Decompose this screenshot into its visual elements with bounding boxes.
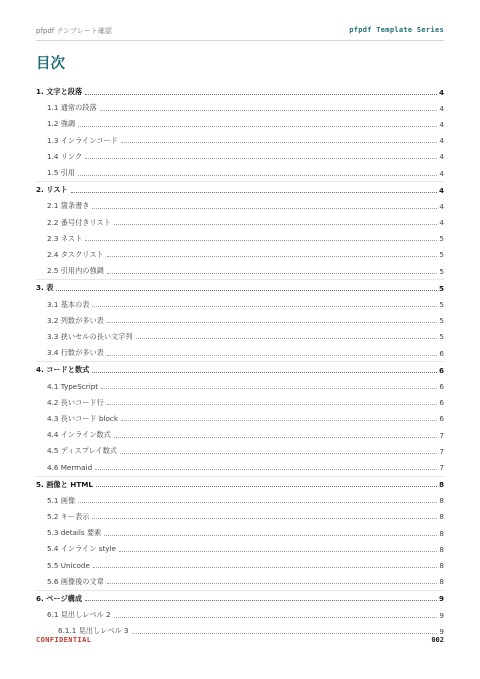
confidential-label: CONFIDENTIAL (36, 636, 92, 644)
toc-dot-leader (107, 355, 438, 356)
page-header (36, 26, 444, 41)
toc-entry[interactable] (36, 557, 444, 573)
toc-entry-page: 8 (439, 496, 444, 506)
toc-entry-page: 9 (439, 626, 444, 636)
toc-entry-label: 5.6 画像後の文章 (47, 576, 104, 586)
toc-entry-page: 4 (438, 185, 444, 195)
toc-entry-page: 8 (439, 544, 444, 554)
toc-dot-leader (85, 158, 437, 159)
toc-entry[interactable] (36, 476, 444, 493)
toc-entry[interactable] (36, 493, 444, 509)
toc-dot-leader (85, 240, 437, 241)
toc-entry-label: 5.1 画像 (47, 495, 76, 505)
toc-entry-label: 4.2 長いコード行 (47, 397, 104, 407)
toc-dot-leader (78, 502, 437, 503)
toc-dot-leader (92, 208, 437, 209)
toc-entry-label: 5.2 キー表示 (47, 511, 90, 521)
toc-entry-page: 5 (439, 332, 444, 342)
toc-entry-page: 4 (439, 136, 444, 146)
toc-entry[interactable] (36, 411, 444, 427)
toc-entry-label: 4.5 ディスプレイ数式 (47, 446, 117, 456)
header-doc-title: pfpdf テンプレート確認 (36, 27, 112, 35)
toc-dot-leader (101, 388, 437, 389)
toc-entry[interactable] (36, 427, 444, 443)
toc-entry-label: 1.5 引用 (47, 168, 76, 178)
toc-entry[interactable] (36, 590, 444, 607)
toc-entry[interactable] (36, 116, 444, 132)
toc-dot-leader (95, 469, 437, 470)
toc-dot-leader (78, 175, 437, 176)
toc-entry-label: 2.3 ネスト (47, 233, 83, 243)
toc-entry[interactable] (36, 149, 444, 165)
toc-dot-leader (107, 404, 438, 405)
toc-entry-page: 5 (439, 300, 444, 310)
toc-entry[interactable] (36, 231, 444, 247)
toc-dot-leader (85, 600, 437, 601)
toc-entry-label: 6. ページ構成 (36, 593, 83, 603)
toc-entry[interactable] (36, 525, 444, 541)
toc-entry-page: 4 (439, 201, 444, 211)
toc-dot-leader (78, 126, 437, 127)
toc-entry[interactable] (36, 443, 444, 459)
toc-entry-page: 9 (439, 610, 444, 620)
toc-entry[interactable] (36, 84, 444, 100)
toc-dot-leader (71, 192, 437, 193)
toc-entry[interactable] (36, 361, 444, 378)
toc-entry-page: 5 (438, 283, 444, 293)
toc-entry-label: 5. 画像と HTML (36, 479, 93, 489)
toc-entry-label: 5.4 インライン style (47, 544, 116, 554)
toc-entry-label: 6.1 見出しレベル 2 (47, 610, 111, 620)
toc-entry-page: 8 (439, 577, 444, 587)
toc-entry[interactable] (36, 181, 444, 198)
toc-dot-leader (96, 486, 437, 487)
toc-entry-page: 4 (439, 119, 444, 129)
toc-entry[interactable] (36, 574, 444, 590)
toc-entry[interactable] (36, 329, 444, 345)
toc-entry[interactable] (36, 395, 444, 411)
toc-entry-page: 6 (438, 365, 444, 375)
toc-entry[interactable] (36, 198, 444, 214)
toc-entry[interactable] (36, 607, 444, 623)
toc-entry-page: 9 (438, 594, 444, 604)
toc-entry[interactable] (36, 279, 444, 296)
toc-entry-page: 6 (439, 348, 444, 358)
toc-entry-page: 4 (439, 152, 444, 162)
toc-entry-page: 8 (439, 528, 444, 538)
toc-dot-leader (121, 420, 437, 421)
table-of-contents (36, 84, 444, 639)
toc-entry-label: 5.5 Unicode (47, 561, 90, 571)
toc-entry-page: 7 (439, 446, 444, 456)
toc-entry-page: 5 (439, 266, 444, 276)
page-footer (36, 634, 444, 646)
toc-entry-label: 2.1 箇条書き (47, 201, 90, 211)
toc-entry-page: 7 (439, 430, 444, 440)
header-series-name: pfpdf Template Series (349, 26, 444, 34)
toc-entry-label: 1.1 通常の段落 (47, 103, 97, 113)
toc-dot-leader (107, 256, 438, 257)
toc-entry-label: 4.6 Mermaid (47, 462, 93, 472)
toc-dot-leader (85, 94, 437, 95)
toc-dot-leader (107, 322, 438, 323)
toc-dot-leader (92, 518, 437, 519)
toc-entry-page: 5 (439, 250, 444, 260)
toc-entry[interactable] (36, 313, 444, 329)
toc-dot-leader (107, 583, 438, 584)
toc-entry-page: 5 (439, 316, 444, 326)
toc-entry[interactable] (36, 165, 444, 181)
toc-entry[interactable] (36, 459, 444, 475)
toc-entry-label: 3.4 行数が多い表 (47, 348, 104, 358)
toc-entry-page: 8 (439, 512, 444, 522)
toc-entry[interactable] (36, 509, 444, 525)
toc-entry-label: 2.4 タスクリスト (47, 249, 104, 259)
toc-entry-page: 7 (439, 462, 444, 472)
toc-entry-label: 5.3 details 要素 (47, 528, 102, 538)
toc-dot-leader (100, 110, 438, 111)
page-title: 目次 (36, 56, 65, 72)
toc-entry[interactable] (36, 133, 444, 149)
toc-entry[interactable] (36, 296, 444, 312)
toc-entry-label: 2.5 引用内の強調 (47, 266, 104, 276)
toc-entry[interactable] (36, 100, 444, 116)
page-number: 002 (431, 636, 444, 644)
toc-dot-leader (107, 273, 438, 274)
toc-entry-label: 3.3 狭いセルの長い文字列 (47, 331, 133, 341)
toc-entry-label: 3.1 基本の表 (47, 299, 90, 309)
toc-dot-leader (93, 567, 438, 568)
toc-dot-leader (119, 551, 437, 552)
toc-entry-page: 4 (438, 87, 444, 97)
toc-entry-label: 2. リスト (36, 185, 68, 195)
toc-entry[interactable] (36, 263, 444, 279)
toc-entry-page: 4 (439, 218, 444, 228)
toc-entry-label: 4.1 TypeScript (47, 381, 99, 391)
toc-entry[interactable] (36, 541, 444, 557)
toc-entry-page: 4 (439, 103, 444, 113)
toc-entry-label: 1.4 リンク (47, 151, 83, 161)
toc-dot-leader (104, 535, 437, 536)
toc-entry[interactable] (36, 215, 444, 231)
toc-entry-label: 3.2 列数が多い表 (47, 315, 104, 325)
toc-dot-leader (56, 290, 437, 291)
toc-entry-label: 3. 表 (36, 283, 54, 293)
toc-dot-leader (114, 617, 438, 618)
toc-dot-leader (92, 372, 437, 373)
toc-entry-label: 4.3 長いコード block (47, 413, 119, 423)
toc-entry-label: 4.4 インライン数式 (47, 430, 111, 440)
toc-entry-page: 6 (439, 398, 444, 408)
toc-entry-label: 6.1.1 見出しレベル 3 (58, 626, 129, 636)
toc-dot-leader (120, 453, 437, 454)
toc-entry-label: 1.2 強調 (47, 119, 76, 129)
toc-entry-label: 1.3 インラインコード (47, 135, 119, 145)
toc-entry-page: 4 (439, 168, 444, 178)
toc-entry-page: 8 (439, 561, 444, 571)
toc-entry-label: 1. 文字と段落 (36, 87, 83, 97)
toc-entry-page: 5 (439, 234, 444, 244)
toc-entry-label: 2.2 番号付きリスト (47, 217, 111, 227)
toc-dot-leader (92, 306, 437, 307)
toc-dot-leader (121, 142, 437, 143)
toc-dot-leader (136, 338, 438, 339)
toc-entry-page: 6 (439, 381, 444, 391)
toc-entry-label: 4. コードと数式 (36, 365, 90, 375)
toc-entry-page: 8 (438, 480, 444, 490)
toc-dot-leader (114, 437, 438, 438)
toc-dot-leader (114, 224, 438, 225)
toc-entry[interactable] (36, 378, 444, 394)
toc-entry[interactable] (36, 247, 444, 263)
toc-entry-page: 6 (439, 414, 444, 424)
toc-entry[interactable] (36, 345, 444, 361)
